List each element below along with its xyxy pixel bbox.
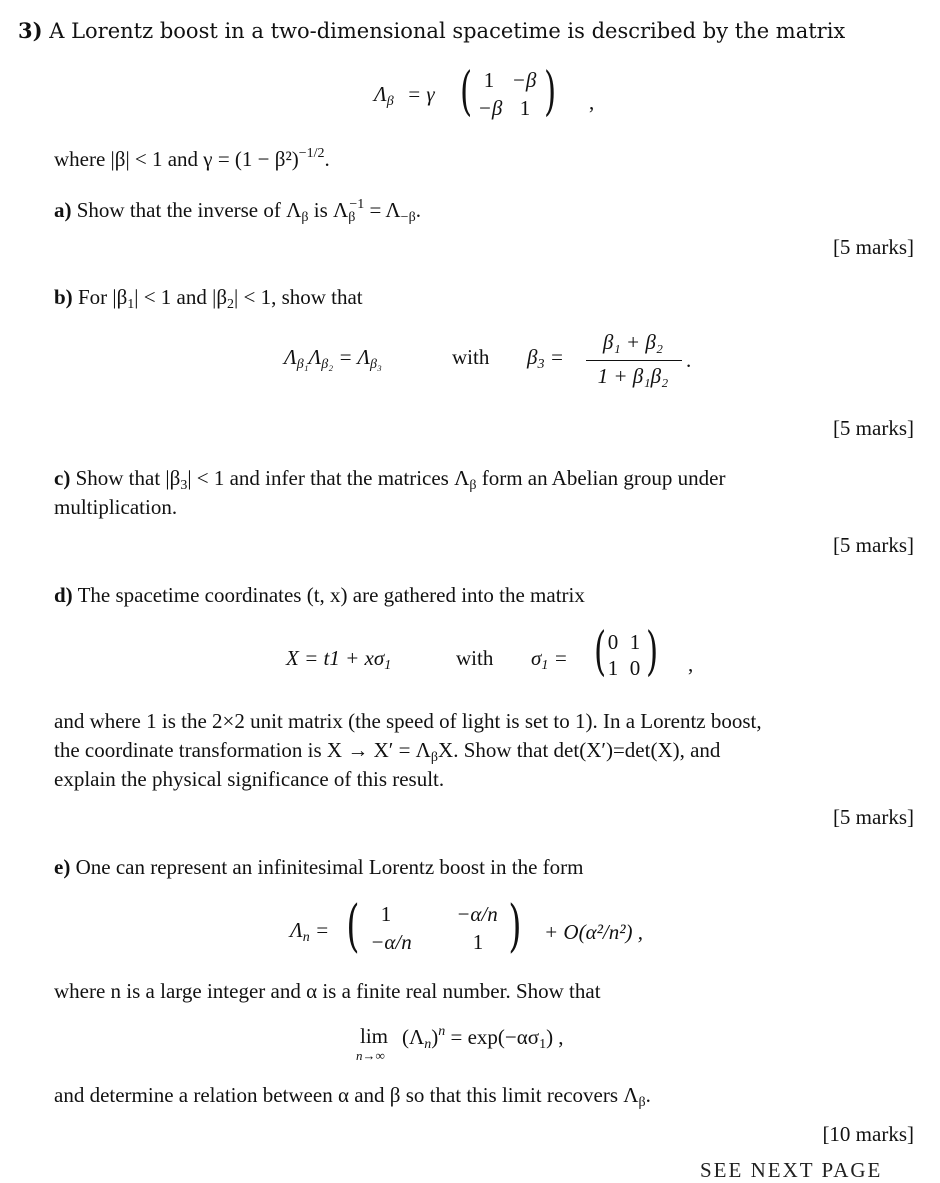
eqd-trail: ,: [688, 652, 694, 676]
right-paren: ): [544, 62, 557, 122]
footer-next-page: SEE NEXT PAGE: [700, 1158, 883, 1182]
left-paren: (: [460, 62, 473, 122]
eqb-numerator: β₁ + β₂: [602, 330, 664, 354]
where-line: where |β| < 1 and $\gamma = (1 - \beta^2)^{-1/2}$.: [54, 146, 330, 171]
eq1-m21: −β: [477, 96, 503, 120]
part-b-text: b) For $|\beta_1| < 1$ and $|\beta_2| < 1$, show that: [54, 285, 363, 312]
part-d-label: d): [54, 583, 73, 607]
part-e-text: e) One can represent an infinitesimal Lorentz boost in the form: [54, 855, 584, 879]
part-e-marks: [10 marks]: [822, 1122, 914, 1146]
eqb-trail: .: [686, 348, 692, 372]
part-e-after2: and determine a relation between α and β so that this limit recovers $\Lambda_\beta$.: [54, 1083, 651, 1110]
part-c-marks: [5 marks]: [832, 533, 914, 557]
eq1-equals-gamma: = γ: [407, 82, 435, 106]
part-c-label: c): [54, 466, 71, 490]
eqe-m21: −α/n: [370, 930, 412, 954]
eqe-m22: 1: [472, 930, 484, 954]
eq1-m11: 1: [483, 68, 495, 92]
eqd-m12: 1: [629, 630, 641, 654]
eqd-sigma: $\sigma_1$ =: [531, 646, 568, 673]
eq1-trail: ,: [589, 90, 595, 114]
part-d-after2: the coordinate transformation is $X \to X' = \Lambda_\beta X$. Show that det(X′)=det(X), and: [54, 738, 721, 765]
part-a-label: a): [54, 198, 72, 222]
eqb-with: with: [452, 345, 490, 369]
eq1-m22: 1: [519, 96, 531, 120]
part-d-text: d) The spacetime coordinates (t, x) are gathered into the matrix: [54, 583, 585, 607]
equation-infinitesimal: [290, 894, 710, 964]
eqe-m11: 1: [380, 902, 392, 926]
eqb-lhs: $\Lambda_{\beta_1}\Lambda_{\beta_2} = \Lambda_{\beta_3}$: [284, 345, 382, 372]
part-c-line2: multiplication.: [54, 495, 178, 519]
question-intro: A Lorentz boost in a two-dimensional spacetime is described by the matrix: [49, 19, 846, 43]
left-paren: (: [594, 622, 607, 682]
eqd-m21: 1: [607, 656, 619, 680]
part-d-after3: explain the physical significance of this result.: [54, 767, 445, 791]
eqd-with: with: [456, 646, 494, 670]
part-b-marks: [5 marks]: [832, 416, 914, 440]
part-b-label: b): [54, 285, 73, 309]
eq1-lhs: $\Lambda_\beta$: [374, 82, 394, 109]
eqb-fraction-line: [586, 360, 682, 361]
eqe-lhs: $\Lambda_n$ =: [290, 918, 330, 945]
eq1-m12: −β: [511, 68, 537, 92]
eqd-m22: 0: [629, 656, 641, 680]
eqd-lhs: $X = t1 + x\sigma_1$: [286, 646, 392, 673]
part-c-line1: c) Show that $|\beta_3| < 1$ and infer that the matrices $\Lambda_\beta$ form an Abelian group under: [54, 466, 726, 493]
lim-body: $(\Lambda_n)^n = \exp(-\alpha\sigma_1)$ ,: [402, 1024, 564, 1052]
part-e-after1: where n is a large integer and α is a finite real number. Show that: [54, 979, 601, 1003]
part-a-text: a) Show that the inverse of $\Lambda_\beta$ is $\Lambda_\beta^{-1} = \Lambda_{-\beta}$.: [54, 197, 421, 225]
equation-coordinates: [286, 622, 706, 686]
part-a-marks: [5 marks]: [832, 235, 914, 259]
right-paren: ): [646, 622, 659, 682]
eqd-m11: 0: [607, 630, 619, 654]
eqe-m12: −α/n: [456, 902, 498, 926]
equation-lorentz-matrix: [374, 64, 614, 124]
lim-subscript: n→∞: [356, 1048, 385, 1063]
part-d-marks: [5 marks]: [832, 805, 914, 829]
eqb-beta3: $\beta_3$ =: [527, 345, 564, 372]
eqb-denominator: 1 + β₁β₂: [597, 364, 669, 388]
part-e-label: e): [54, 855, 71, 879]
question-intro-line: [18, 18, 845, 43]
equation-limit: [356, 1024, 656, 1068]
equation-composition: [284, 326, 704, 392]
right-paren: ): [508, 894, 522, 959]
part-d-after1: and where 1 is the 2×2 unit matrix (the speed of light is set to 1). In a Lorentz boost,: [54, 709, 762, 733]
left-paren: (: [346, 894, 360, 959]
lim-word: lim: [360, 1024, 389, 1048]
question-number: 3): [18, 18, 43, 43]
eqe-tail: + O(α²/n²) ,: [544, 920, 644, 944]
